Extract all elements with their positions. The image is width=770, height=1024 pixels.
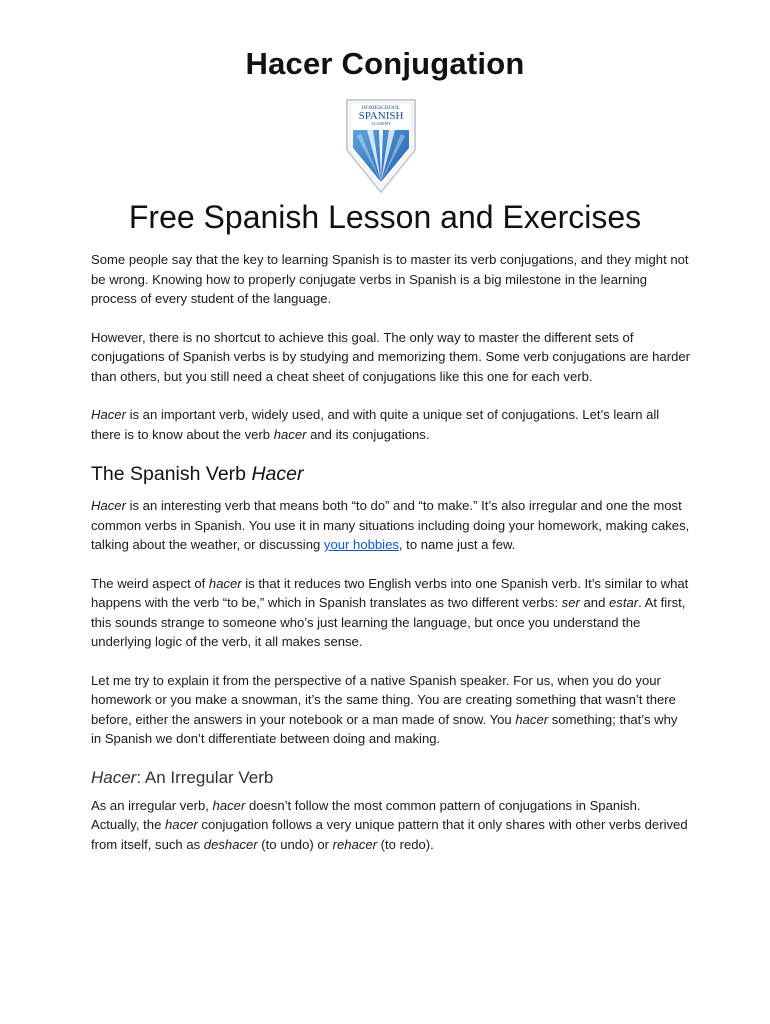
intro-paragraph-3: Hacer is an important verb, widely used, and with quite a unique set of conjugations. Let’s learn all there is to know about the verb hacer and its conjugations. — [91, 407, 660, 442]
section1-paragraph-3: Let me try to explain it from the perspective of a native Spanish speaker. For us, when you do your homework or you make a snowman, it’s the same thing. You are creating something that wasn’t there before, either the answers in your notebook or a man made of snow. You hacer something; that’s why in Spanish we don’t differentiate between doing and making. — [91, 672, 678, 746]
article-body — [91, 250, 691, 873]
intro-paragraph-2: However, there is no shortcut to achieve this goal. The only way to master the different sets of conjugations of Spanish verbs is by studying and memorizing them. Some verb conjugations are harder than others, but you still need a cheat sheet of conjugations like this one for each verb. — [91, 329, 691, 384]
verb-emphasis: Hacer — [91, 407, 126, 422]
intro-paragraph-1: Some people say that the key to learning Spanish is to master its verb conjugations, and they might not be wrong. Knowing how to properly conjugate verbs in Spanish is a big milestone in the learning process of every student of the language. — [91, 252, 689, 306]
page-subtitle: Free Spanish Lesson and Exercises — [128, 199, 642, 235]
section-heading-spanish-verb-hacer: The Spanish Verb Hacer — [91, 463, 304, 485]
homeschool-spanish-academy-logo — [343, 98, 419, 194]
logo-text-main: SPANISH — [358, 110, 404, 122]
verb-emphasis: hacer — [273, 426, 307, 442]
section2-paragraph-1: As an irregular verb, hacer doesn’t follow the most common pattern of conjugations in Spanish. Actually, the hacer conjugation follows a very unique pattern that it only shares with other verbs derived from itself, such as deshacer (to undo) or rehacer (to redo). — [91, 797, 688, 852]
logo-text-bottom: ACADEMY — [370, 121, 392, 126]
section1-paragraph-2: The weird aspect of hacer is that it reduces two English verbs into one Spanish verb. It’s similar to what happens with the verb “to be,” which in Spanish translates as two different verbs: ser and estar. At first, this sounds strange to someone who’s just learning the language, but once you understand the underlying logic of the verb, it all makes sense. — [91, 575, 689, 649]
section-heading-irregular-verb: Hacer: An Irregular Verb — [91, 767, 274, 787]
logo-text-top: HOMESCHOOL — [361, 105, 401, 111]
verb-emphasis: Hacer — [91, 498, 126, 513]
your-hobbies-link[interactable]: your hobbies — [323, 537, 399, 552]
section1-paragraph-1: Hacer is an interesting verb that means both “to do” and “to make.” It’s also irregular and one the most common verbs in Spanish. You use it in many situations including doing your homework, making cakes, talking about the weather, or discussing your hobbies, to name just a few. — [91, 498, 690, 552]
page-title: Hacer Conjugation — [245, 46, 525, 81]
